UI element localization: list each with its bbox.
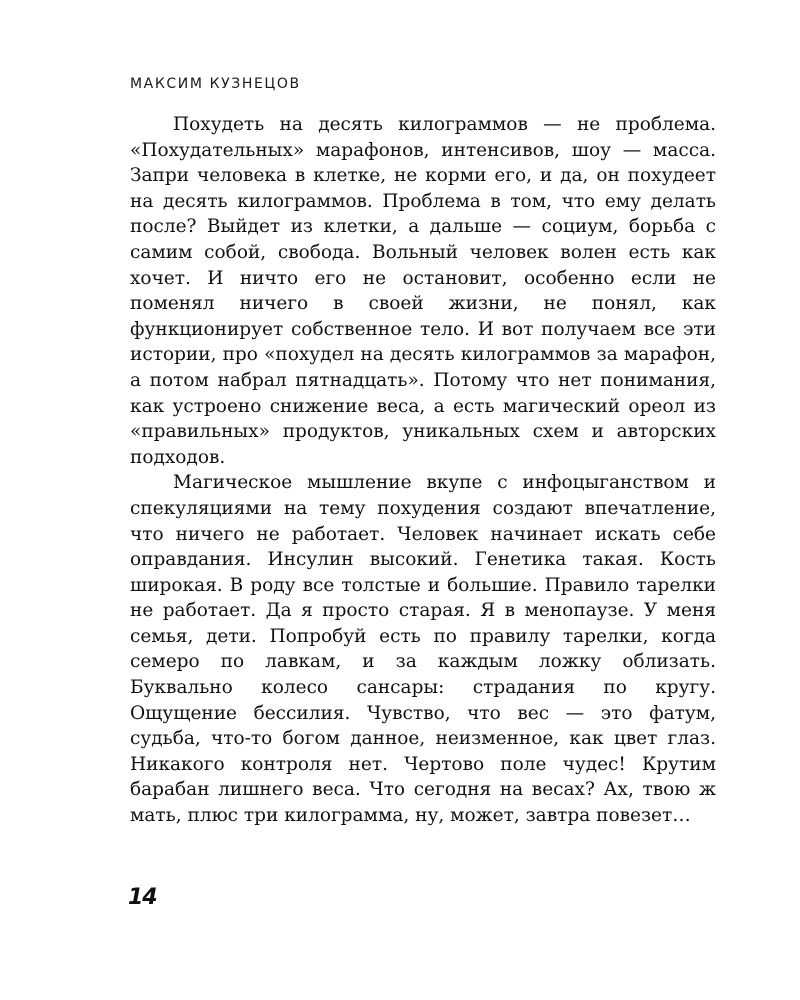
body-text (130, 112, 716, 829)
paragraph-2: Магическое мышление вкупе с инфоцыганством и спекуляциями на тему похудения создают впечатление, что ничего не работает. Человек начинает искать себе оправдания. Инсулин высокий. Генетика такая. Кость широкая. В роду все толстые и большие. Правило тарелки не работает. Да я просто старая. Я в менопаузе. У меня семья, дети. Попробуй есть по правилу тарелки, когда семеро по лавкам, и за каждым ложку облизать. Буквально колесо сансары: страдания по кругу. Ощущение бессилия. Чувство, что вес — это фатум, судьба, что-то богом данное, неизменное, как цвет глаз. Никакого контроля нет. Чертово поле чудес! Крутим барабан лишнего веса. Что сегодня на весах? Ах, твою ж мать, плюс три килограмма, ну, может, завтра повезет… (130, 472, 716, 827)
running-head-author: МАКСИМ КУЗНЕЦОВ (130, 76, 301, 92)
paragraph-1: Похудеть на десять килограммов — не проблема. «Похудательных» марафонов, интенсивов, шоу — масса. Запри человека в клетке, не корми его, и да, он похудеет на десять килограммов. Проблема в том, что ему делать после? Выйдет из клетки, а дальше — социум, борьба с самим собой, свобода. Вольный человек волен есть как хочет. И ничто его не остановит, особенно если не поменял ничего в своей жизни, не понял, как функционирует собственное тело. И вот получаем все эти истории, про «похудел на десять килограммов за марафон, а потом набрал пятнадцать». Потому что нет понимания, как устроено снижение веса, а есть магический ореол из «правильных» продуктов, уникальных схем и авторских подходов. (130, 114, 716, 468)
page-number: 14 (128, 885, 157, 910)
